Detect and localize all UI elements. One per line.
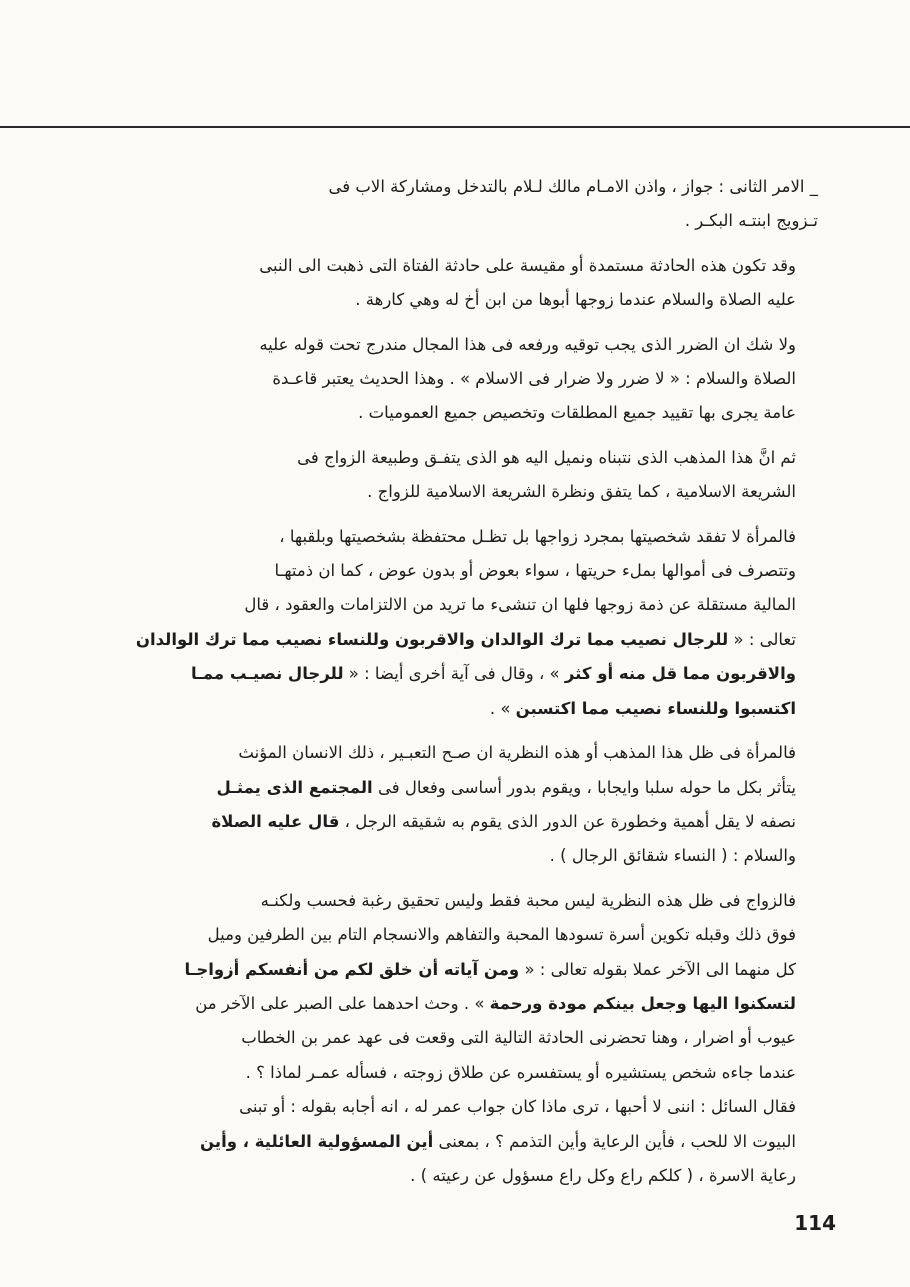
emphasis: أين المسؤولية العائلية ، وأين: [200, 1131, 434, 1151]
text-line: عيوب أو اضرار ، وهنا تحضرنى الحادثة التالية التى وقعت فى عهد عمر بن الخطاب: [241, 1028, 796, 1048]
text-line: [78, 771, 818, 805]
text-run: » ، وقال فى آية أخرى أيضا : «: [348, 664, 560, 684]
paragraph-1: [78, 170, 818, 239]
text-line: [78, 623, 818, 657]
text-run: » .: [489, 698, 511, 718]
paragraph-2: [78, 249, 818, 318]
text-run: البيوت الا للحب ، فأين الرعاية وأين التذمم ؟ ، بمعنى: [438, 1131, 796, 1151]
quran-quote: للرجال نصيب مما ترك الوالدان والاقربون وللنساء نصيب مما ترك الوالدان: [135, 629, 729, 649]
text-line: [78, 1125, 818, 1159]
text-line: فالمرأة لا تفقد شخصيتها بمجرد زواجها بل تظـل محتفظة بشخصيتها وبلقبها ،: [279, 526, 796, 546]
text-line: عليه الصلاة والسلام عندما زوجها أبوها من ابن أخ له وهي كارهة .: [355, 290, 796, 310]
text-run: تعالى : «: [733, 629, 796, 649]
paragraph-6: [78, 736, 818, 874]
text-run: كل منهما الى الآخر عملا بقوله تعالى : «: [524, 959, 796, 979]
text-line: المالية مستقلة عن ذمة زوجها فلها ان تنشىء ما تريد من الالتزامات والعقود ، قال: [244, 595, 796, 615]
text-line: فوق ذلك وقبله تكوين أسرة تسودها المحبة والتفاهم والانسجام التام بين الطرفين وميل: [207, 925, 796, 945]
quran-quote: للرجال نصيـب ممـا: [191, 664, 344, 684]
text-line: عندما جاءه شخص يستشيره أو يستفسره عن طلاق زوجته ، فسأله عمـر لماذا ؟ .: [245, 1062, 796, 1082]
paragraph-3: [78, 328, 818, 431]
text-line: فالزواج فى ظل هذه النظرية ليس محبة فقط وليس تحقيق رغبة فحسب ولكنـه: [260, 890, 796, 910]
paragraph-4: [78, 441, 818, 510]
page-number: 114: [794, 1211, 836, 1235]
text-line: فالمرأة فى ظل هذا المذهب أو هذه النظرية ان صـح التعبـير ، ذلك الانسان المؤنث: [238, 743, 796, 763]
text-line: عامة يجرى بها تقييد جميع المطلقات وتخصيص جميع العموميات .: [358, 403, 796, 423]
quran-quote: لتسكنوا اليها وجعل بينكم مودة ورحمة: [489, 993, 796, 1013]
quran-quote: والاقربون مما قل منه أو كثر: [564, 664, 796, 684]
paragraph-5: [78, 520, 818, 726]
text-line: [78, 805, 818, 839]
text-line: [78, 692, 818, 726]
text-line: والسلام : ( النساء شقائق الرجال ) .: [549, 846, 796, 866]
text-line: وتتصرف فى أموالها بملء حريتها ، سواء بعوض أو بدون عوض ، كما ان ذمتهـا: [274, 561, 796, 581]
header-rule: [0, 126, 910, 128]
text-line: _ الامر الثانى : جواز ، واذن الامـام مالك لـلام بالتدخل ومشاركة الاب فى: [328, 177, 818, 196]
text-line: [78, 987, 818, 1021]
text-run: يتأثر بكل ما حوله سلبا وايجابا ، ويقوم بدور أساسى وفعال فى: [377, 777, 796, 797]
emphasis: المجتمع الذى يمثـل: [216, 777, 373, 797]
paragraph-7: [78, 884, 818, 1194]
body-text: [78, 170, 818, 1203]
text-line: الشريعة الاسلامية ، كما يتفق ونظرة الشريعة الاسلامية للزواج .: [367, 482, 796, 502]
text-run: نصفه لا يقل أهمية وخطورة عن الدور الذى يقوم به شقيقه الرجل ،: [344, 811, 796, 831]
text-line: فقال السائل : اننى لا أحبها ، ترى ماذا كان جواب عمر له ، انه أجابه بقوله : أو تبنى: [239, 1097, 796, 1117]
text-line: ولا شك ان الضرر الذى يجب توقيه ورفعه فى هذا المجال مندرج تحت قوله عليه: [259, 334, 796, 354]
text-line: وقد تكون هذه الحادثة مستمدة أو مقيسة على حادثة الفتاة التى ذهبت الى النبى: [259, 255, 796, 275]
quran-quote: ومن آياته أن خلق لكم من أنفسكم أزواجـا: [184, 959, 520, 979]
text-line: ثم انَّ هذا المذهب الذى نتبناه ونميل اليه هو الذى يتفـق وطبيعة الزواج فى: [297, 447, 796, 467]
quran-quote: اكتسبوا وللنساء نصيب مما اكتسبن: [515, 698, 796, 718]
emphasis: قال عليه الصلاة: [211, 811, 340, 831]
text-run: » . وحث احدهما على الصبر على الآخر من: [195, 993, 485, 1013]
text-line: تـزويج ابنتـه البكـر .: [684, 211, 818, 231]
text-line: الصلاة والسلام : « لا ضرر ولا ضرار فى الاسلام » . وهذا الحديث يعتبر قاعـدة: [272, 369, 796, 389]
text-line: رعاية الاسرة ، ( كلكم راع وكل راع مسؤول عن رعيته ) .: [410, 1165, 796, 1185]
text-line: [78, 953, 818, 987]
text-line: [78, 657, 818, 691]
